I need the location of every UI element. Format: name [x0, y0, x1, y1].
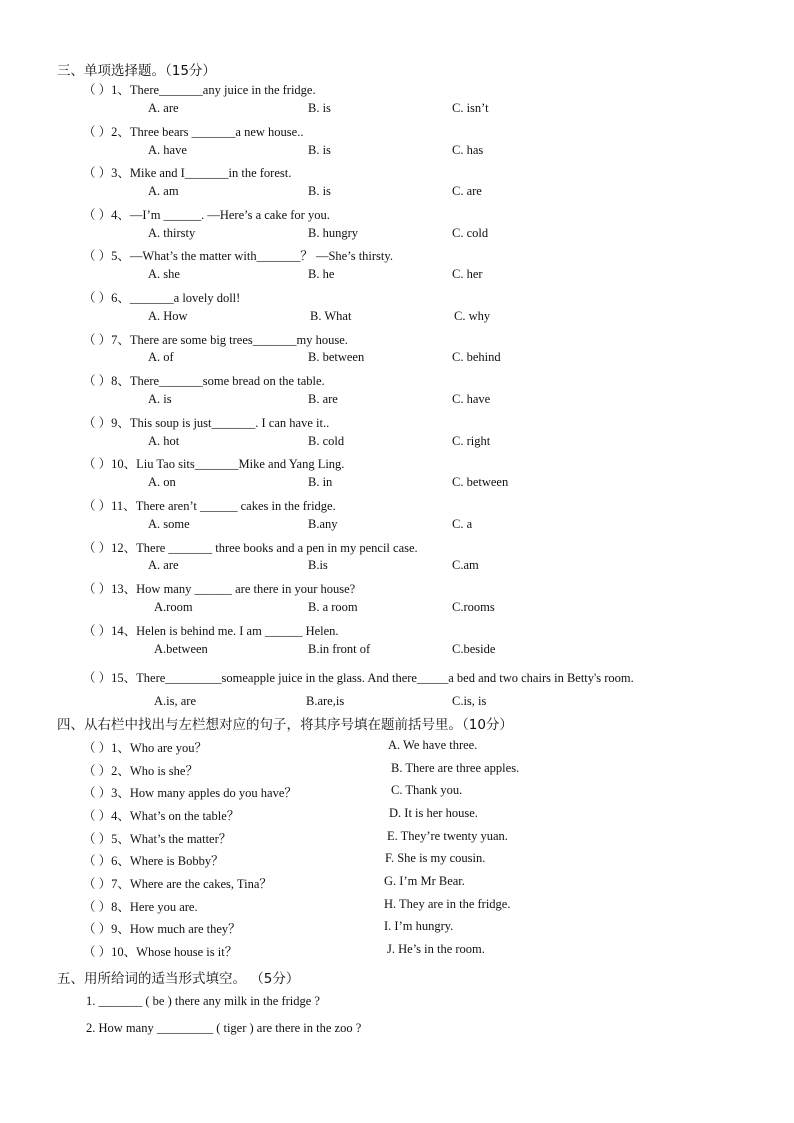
option-b: B. is — [308, 101, 331, 115]
match-number: 4、 — [111, 809, 130, 823]
option-b: B.are,is — [306, 694, 345, 708]
option-a: A. have — [148, 143, 187, 157]
answer-bracket[interactable]: （ ） — [83, 166, 112, 180]
question-row — [83, 205, 330, 223]
option-b: B. are — [308, 392, 338, 406]
option-b: B. he — [308, 267, 335, 281]
option-c: C. a — [452, 517, 473, 531]
match-left-text: Where is Bobby？ — [129, 854, 224, 868]
match-right-option: G. I’m Mr Bear. — [384, 874, 465, 888]
answer-bracket[interactable]: （ ） — [83, 832, 112, 846]
question-row — [83, 621, 339, 639]
question-row — [83, 413, 329, 431]
answer-bracket[interactable]: （ ） — [83, 624, 112, 638]
option-b: B. is — [308, 184, 331, 198]
option-c: C. cold — [452, 226, 489, 240]
match-number: 10、 — [111, 945, 137, 959]
answer-bracket[interactable]: （ ） — [83, 877, 112, 891]
option-b: B.in front of — [308, 642, 371, 656]
match-number: 5、 — [111, 832, 130, 846]
match-row — [83, 738, 207, 756]
match-left-text: How much are they？ — [129, 922, 241, 936]
option-c: C.rooms — [452, 600, 495, 614]
question-text: There_______any juice in the fridge. — [129, 83, 316, 97]
question-row — [83, 246, 393, 264]
match-left-text: What’s on the table？ — [129, 809, 240, 823]
answer-bracket[interactable]: （ ） — [83, 786, 112, 800]
question-text: How many ______ are there in your house? — [136, 582, 356, 596]
match-number: 7、 — [111, 877, 130, 891]
question-text: Mike and I_______in the forest. — [129, 166, 292, 180]
answer-bracket[interactable]: （ ） — [83, 416, 112, 430]
question-number: 9、 — [111, 416, 130, 430]
answer-bracket[interactable]: （ ） — [83, 541, 112, 555]
option-a: A. am — [148, 184, 179, 198]
answer-bracket[interactable]: （ ） — [83, 764, 112, 778]
option-b: B.is — [308, 558, 328, 572]
option-a: A.is, are — [154, 694, 196, 708]
option-a: A. some — [148, 517, 190, 531]
option-c: C. behind — [452, 350, 501, 364]
match-row — [83, 897, 198, 915]
answer-bracket[interactable]: （ ） — [83, 671, 112, 685]
option-a: A.room — [154, 600, 193, 614]
option-c: C. isn’t — [452, 101, 489, 115]
answer-bracket[interactable]: （ ） — [83, 499, 112, 513]
question-number: 14、 — [111, 624, 137, 638]
question-number: 1、 — [111, 83, 130, 97]
match-row — [83, 806, 239, 824]
question-text: There_______some bread on the table. — [129, 374, 325, 388]
question-number: 3、 — [111, 166, 130, 180]
question-text: _______a lovely doll! — [129, 291, 241, 305]
option-b: B.any — [308, 517, 338, 531]
match-left-text: Here you are. — [129, 900, 198, 914]
match-row — [83, 783, 297, 801]
option-a: A. hot — [148, 434, 180, 448]
option-a: A. is — [148, 392, 172, 406]
question-text: There aren’t ______ cakes in the fridge. — [135, 499, 336, 513]
option-c: C. has — [452, 143, 484, 157]
question-text: There_________someapple juice in the glass. And there_____a bed and two chairs in Betty's room. — [136, 671, 634, 685]
match-right-option: A. We have three. — [388, 738, 478, 752]
option-b: B. cold — [308, 434, 345, 448]
question-text: —I’m ______. —Here’s a cake for you. — [129, 208, 330, 222]
option-b: B. What — [310, 309, 352, 323]
question-number: 2、 — [111, 125, 130, 139]
option-b: B. between — [308, 350, 365, 364]
option-a: A. are — [148, 101, 179, 115]
match-left-text: Where are the cakes, Tina？ — [129, 877, 272, 891]
match-row — [83, 829, 231, 847]
answer-bracket[interactable]: （ ） — [83, 945, 112, 959]
question-number: 6、 — [111, 291, 130, 305]
match-right-option: C. Thank you. — [391, 783, 463, 797]
match-number: 9、 — [111, 922, 130, 936]
question-text: —What’s the matter with_______？ —She’s thirsty. — [129, 249, 393, 263]
question-text: Three bears _______a new house.. — [129, 125, 304, 139]
match-row — [83, 851, 224, 869]
question-text: There _______ three books and a pen in my pencil case. — [136, 541, 418, 555]
answer-bracket[interactable]: （ ） — [83, 333, 112, 347]
match-right-option: E. They’re twenty yuan. — [387, 829, 508, 843]
match-right-option: H. They are in the fridge. — [384, 897, 511, 911]
question-text: Liu Tao sits_______Mike and Yang Ling. — [136, 457, 345, 471]
match-left-text: Who are you？ — [129, 741, 207, 755]
question-row — [83, 538, 418, 556]
answer-bracket[interactable]: （ ） — [83, 291, 112, 305]
match-number: 6、 — [111, 854, 130, 868]
match-right-option: I. I’m hungry. — [384, 919, 454, 933]
option-a: A. of — [148, 350, 174, 364]
answer-bracket[interactable]: （ ） — [83, 854, 112, 868]
question-row — [83, 579, 355, 597]
question-number: 13、 — [111, 582, 137, 596]
option-a: A. on — [148, 475, 176, 489]
question-row — [83, 122, 303, 140]
option-a: A.between — [154, 642, 208, 656]
answer-bracket[interactable]: （ ） — [83, 457, 112, 471]
question-row — [83, 163, 291, 181]
answer-bracket[interactable]: （ ） — [83, 83, 112, 97]
match-left-text: What’s the matter？ — [129, 832, 232, 846]
match-right-option: D. It is her house. — [389, 806, 478, 820]
question-text: Helen is behind me. I am ______ Helen. — [136, 624, 339, 638]
question-text: There are some big trees_______my house. — [129, 333, 348, 347]
fill-item[interactable]: 1. _______ ( be ) there any milk in the fridge ? — [86, 994, 320, 1008]
option-c: C. her — [452, 267, 483, 281]
match-right-option: B. There are three apples. — [391, 761, 520, 775]
match-row — [83, 874, 272, 892]
question-row — [83, 371, 325, 389]
option-a: A. How — [148, 309, 188, 323]
answer-bracket[interactable]: （ ） — [83, 741, 112, 755]
question-number: 5、 — [111, 249, 130, 263]
option-b: B. is — [308, 143, 331, 157]
option-c: C. right — [452, 434, 491, 448]
question-number: 7、 — [111, 333, 130, 347]
answer-bracket[interactable]: （ ） — [83, 374, 112, 388]
option-c: C. between — [452, 475, 509, 489]
question-number: 12、 — [111, 541, 137, 555]
question-number: 11、 — [111, 499, 136, 513]
section4-heading: 四、从右栏中找出与左栏想对应的句子，将其序号填在题前括号里。（10分） — [57, 717, 513, 733]
question-row — [83, 454, 344, 472]
option-c: C. why — [454, 309, 491, 323]
question-row — [83, 496, 336, 514]
answer-bracket[interactable]: （ ） — [83, 809, 112, 823]
match-number: 3、 — [111, 786, 130, 800]
match-left-text: Who is she？ — [129, 764, 198, 778]
option-c: C. are — [452, 184, 482, 198]
option-c: C. have — [452, 392, 491, 406]
fill-item[interactable]: 2. How many _________ ( tiger ) are there in the zoo ? — [86, 1021, 362, 1035]
option-b: B. in — [308, 475, 333, 489]
answer-bracket[interactable]: （ ） — [83, 125, 112, 139]
question-number: 8、 — [111, 374, 130, 388]
match-row — [83, 761, 198, 779]
option-b: B. a room — [308, 600, 358, 614]
answer-bracket[interactable]: （ ） — [83, 900, 112, 914]
question-number: 4、 — [111, 208, 130, 222]
match-right-option: F. She is my cousin. — [385, 851, 486, 865]
answer-bracket[interactable]: （ ） — [83, 208, 112, 222]
answer-bracket[interactable]: （ ） — [83, 249, 112, 263]
option-c: C.is, is — [452, 694, 487, 708]
match-right-option: J. He’s in the room. — [387, 942, 485, 956]
match-number: 8、 — [111, 900, 130, 914]
option-c: C.am — [452, 558, 479, 572]
option-a: A. are — [148, 558, 179, 572]
option-c: C.beside — [452, 642, 496, 656]
option-b: B. hungry — [308, 226, 358, 240]
match-number: 2、 — [111, 764, 130, 778]
option-a: A. thirsty — [148, 226, 196, 240]
question-text: This soup is just_______. I can have it.. — [129, 416, 330, 430]
question-number: 10、 — [111, 457, 137, 471]
match-left-text: How many apples do you have？ — [129, 786, 297, 800]
question-row — [83, 668, 634, 686]
question-row — [83, 288, 240, 306]
match-left-text: Whose house is it？ — [136, 945, 238, 959]
question-row — [83, 330, 348, 348]
match-row — [83, 942, 237, 960]
option-a: A. she — [148, 267, 180, 281]
question-row — [83, 80, 316, 98]
question-number: 15、 — [111, 671, 137, 685]
section5-heading: 五、用所给词的适当形式填空。 （5分） — [57, 971, 300, 987]
answer-bracket[interactable]: （ ） — [83, 582, 112, 596]
answer-bracket[interactable]: （ ） — [83, 922, 112, 936]
match-row — [83, 919, 241, 937]
match-number: 1、 — [111, 741, 130, 755]
section3-heading: 三、单项选择题。（15分） — [57, 63, 216, 79]
